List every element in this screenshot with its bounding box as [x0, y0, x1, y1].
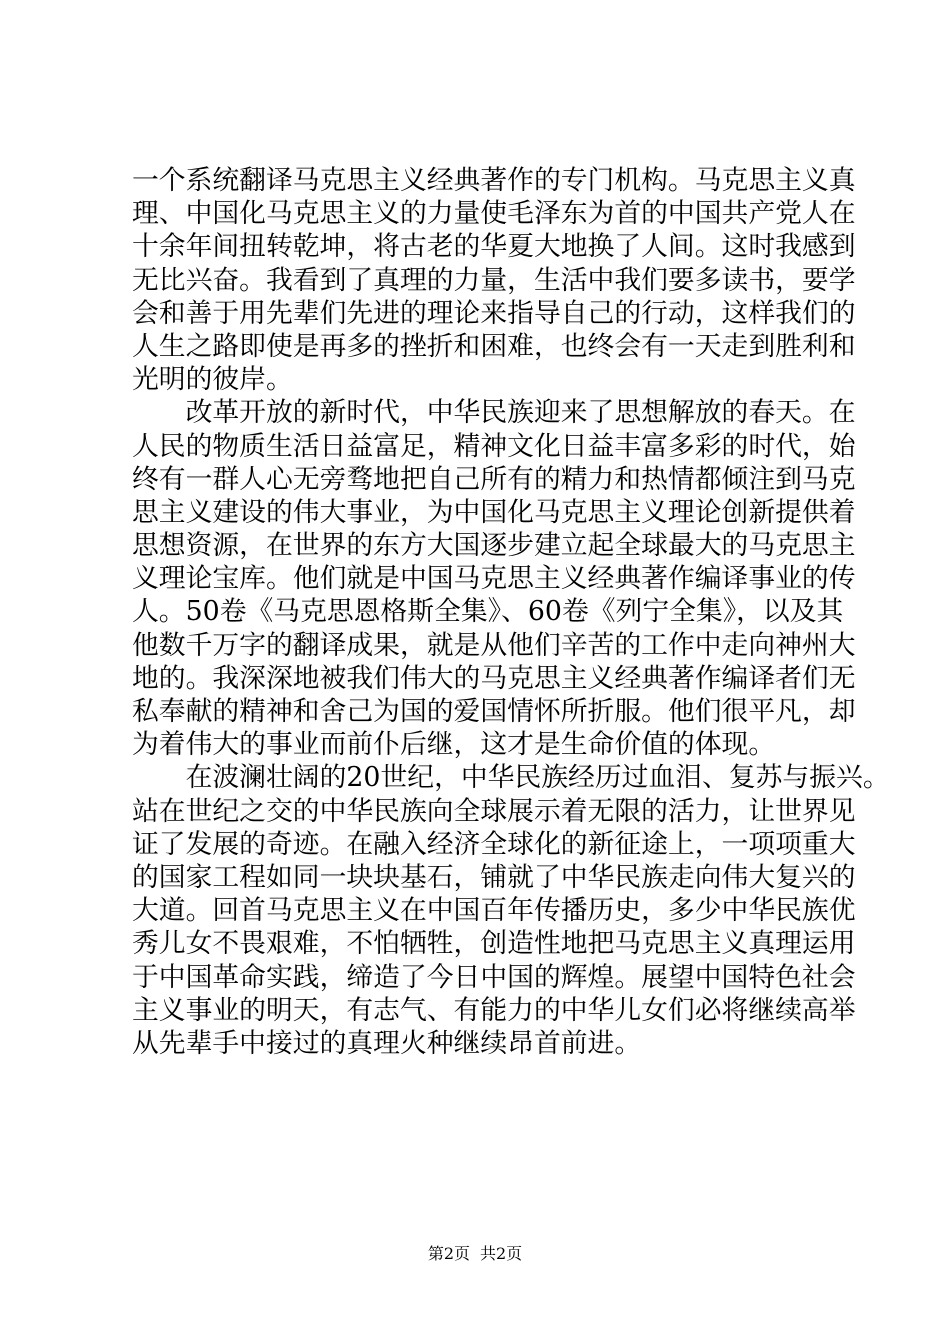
text-line: 思主义建设的伟大事业，为中国化马克思主义理论创新提供着 — [132, 496, 856, 528]
text-line: 站在世纪之交的中华民族向全球展示着无限的活力，让世界见 — [132, 795, 856, 827]
text-line: 终有一群人心无旁骛地把自己所有的精力和热情都倾注到马克 — [132, 463, 856, 495]
paragraph-2 — [132, 396, 856, 761]
text-line: 他数千万字的翻译成果，就是从他们辛苦的工作中走向神州大 — [132, 629, 856, 661]
text-line: 人生之路即使是再多的挫折和困难，也终会有一天走到胜利和 — [132, 330, 856, 362]
text-line: 证了发展的奇迹。在融入经济全球化的新征途上，一项项重大 — [132, 828, 856, 860]
text-line: 从先辈手中接过的真理火种继续昂首前进。 — [132, 1027, 642, 1059]
text-line: 改革开放的新时代，中华民族迎来了思想解放的春天。在 — [132, 397, 856, 429]
text-line: 为着伟大的事业而前仆后继，这才是生命价值的体现。 — [132, 729, 776, 761]
text-line: 在波澜壮阔的20世纪，中华民族经历过血泪、复苏与振兴。 — [132, 762, 890, 794]
text-line: 一个系统翻译马克思主义经典著作的专门机构。马克思主义真 — [132, 165, 856, 196]
page-total: 共2页 — [480, 1244, 523, 1263]
text-line: 人。50卷《马克思恩格斯全集》、60卷《列宁全集》，以及其 — [132, 596, 844, 628]
text-line: 会和善于用先辈们先进的理论来指导自己的行动，这样我们的 — [132, 297, 856, 329]
page-number: 第2页 — [427, 1244, 470, 1263]
text-line: 光明的彼岸。 — [132, 364, 293, 396]
text-line: 思想资源，在世界的东方大国逐步建立起全球最大的马克思主 — [132, 530, 856, 562]
text-line: 秀儿女不畏艰难，不怕牺牲，创造性地把马克思主义真理运用 — [132, 928, 856, 960]
text-line: 人民的物质生活日益富足，精神文化日益丰富多彩的时代，始 — [132, 430, 856, 462]
text-line: 私奉献的精神和舍己为国的爱国情怀所折服。他们很平凡，却 — [132, 696, 856, 727]
document-body — [132, 164, 890, 1060]
text-line: 主义事业的明天，有志气、有能力的中华儿女们必将继续高举 — [132, 994, 856, 1026]
page-footer — [0, 1244, 950, 1264]
paragraph-1 — [132, 164, 856, 396]
text-line: 大道。回首马克思主义在中国百年传播历史，多少中华民族优 — [132, 895, 856, 927]
text-line: 义理论宝库。他们就是中国马克思主义经典著作编译事业的传 — [132, 563, 856, 595]
text-line: 理、中国化马克思主义的力量使毛泽东为首的中国共产党人在 — [132, 198, 856, 230]
text-line: 无比兴奋。我看到了真理的力量，生活中我们要多读书，要学 — [132, 264, 856, 296]
paragraph-3 — [132, 761, 890, 1060]
text-line: 十余年间扭转乾坤，将古老的华夏大地换了人间。这时我感到 — [132, 231, 856, 263]
text-line: 的国家工程如同一块块基石，铺就了中华民族走向伟大复兴的 — [132, 861, 856, 893]
text-line: 地的。我深深地被我们伟大的马克思主义经典著作编译者们无 — [132, 662, 856, 694]
text-line: 于中国革命实践，缔造了今日中国的辉煌。展望中国特色社会 — [132, 961, 856, 993]
